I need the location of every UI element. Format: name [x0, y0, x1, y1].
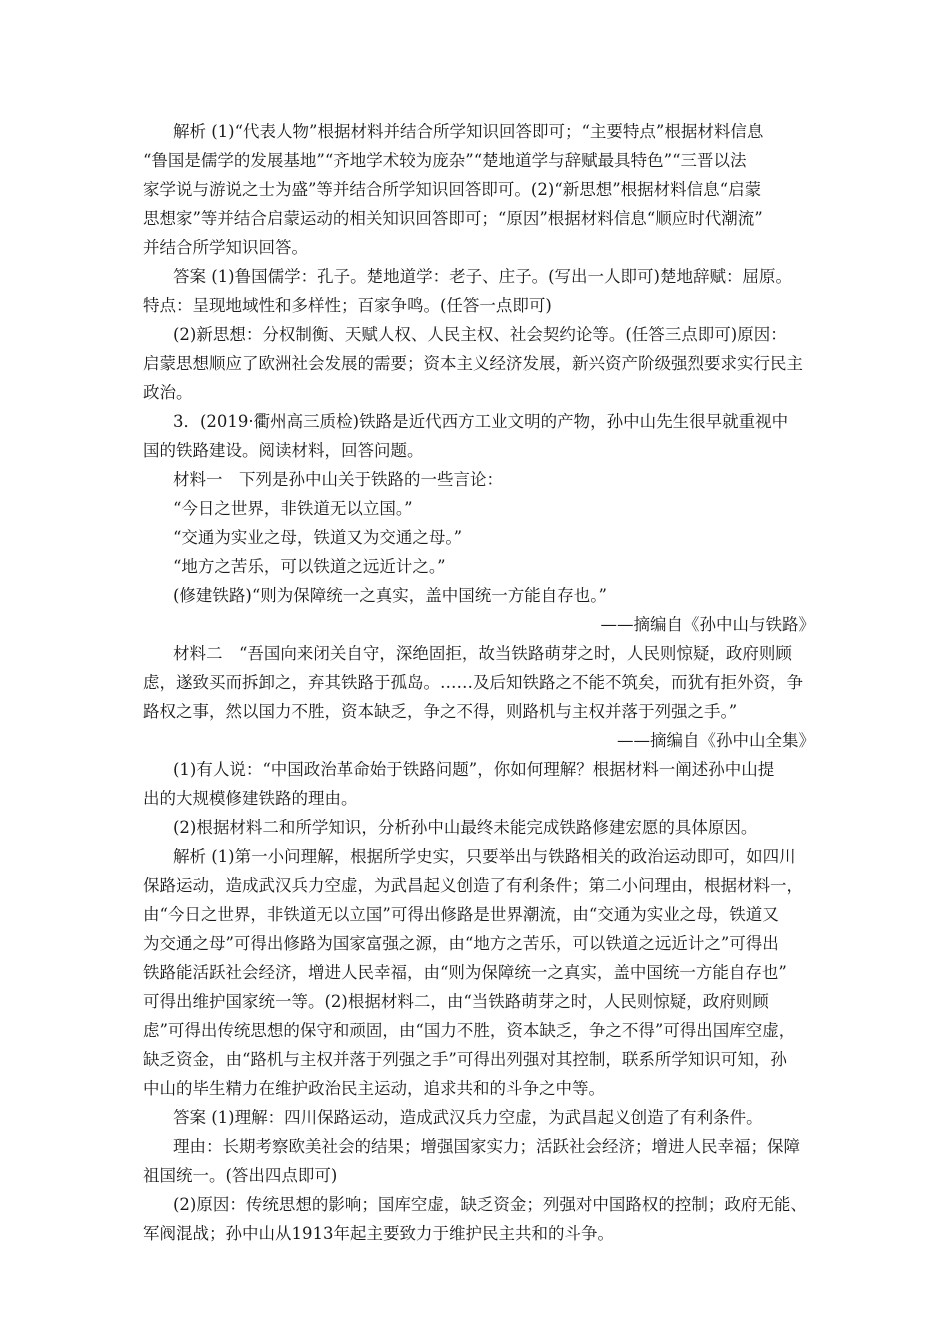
- text-line: (修建铁路)“则为保障统一之真实，盖中国统一方能自存也。”: [173, 586, 607, 605]
- text-line: 材料二 “吾国向来闭关自守，深绝固拒，故当铁路萌芽之时，人民则惊疑，政府则顾: [173, 644, 792, 663]
- text-line: 理由：长期考察欧美社会的结果；增强国家实力；活跃社会经济；增进人民幸福；保障: [173, 1137, 800, 1156]
- text-line: 解析 (1)第一小问理解，根据所学史实，只要举出与铁路相关的政治运动即可，如四川: [173, 847, 796, 866]
- text-line: 并结合所学知识回答。: [143, 238, 308, 257]
- text-line: 铁路能活跃社会经济，增进人民幸福，由“则为保障统一之真实，盖中国统一方能自存也”: [143, 963, 787, 982]
- text-line: 中山的毕生精力在维护政治民主运动，追求共和的斗争之中等。: [143, 1079, 605, 1098]
- text-line: 路权之事，然以国力不胜，资本缺乏，争之不得，则路机与主权并落于列强之手。”: [143, 702, 738, 721]
- text-line: 虑”可得出传统思想的保守和顽固，由“国力不胜，资本缺乏，争之不得”可得出国库空虚，: [143, 1021, 796, 1040]
- text-line: 答案 (1)鲁国儒学：孔子。楚地道学：老子、庄子。(写出一人即可)楚地辞赋：屈原。: [173, 267, 792, 286]
- text-line: 政治。: [143, 383, 193, 402]
- text-line: 虑，遂致买而拆卸之，弃其铁路于孤岛。……及后知铁路之不能不筑矣，而犹有拒外资，争: [143, 673, 803, 692]
- text-line: 启蒙思想顺应了欧洲社会发展的需要；资本主义经济发展，新兴资产阶级强烈要求实行民主: [143, 354, 803, 373]
- text-line: (2)根据材料二和所学知识，分析孙中山最终未能完成铁路修建宏愿的具体原因。: [173, 818, 758, 837]
- text-line: (1)有人说：“中国政治革命始于铁路问题”，你如何理解？根据材料一阐述孙中山提: [173, 760, 775, 779]
- text-line: 解析 (1)“代表人物”根据材料并结合所学知识回答即可；“主要特点”根据材料信息: [173, 122, 764, 141]
- text-line: “今日之世界，非铁道无以立国。”: [173, 499, 413, 518]
- text-line: 家学说与游说之士为盛”等并结合所学知识回答即可。(2)“新思想”根据材料信息“启蒙: [143, 180, 762, 199]
- text-line: 祖国统一。(答出四点即可): [143, 1166, 338, 1185]
- text-line: “交通为实业之母，铁道又为交通之母。”: [173, 528, 463, 547]
- text-line: (2)新思想：分权制衡、天赋人权、人民主权、社会契约论等。(任答三点即可)原因：: [173, 325, 787, 344]
- text-line: 国的铁路建设。阅读材料，回答问题。: [143, 441, 424, 460]
- text-line: 缺乏资金，由“路机与主权并落于列强之手”可得出列强对其控制，联系所学知识可知，孙: [143, 1050, 787, 1069]
- text-line: (2)原因：传统思想的影响；国库空虚，缺乏资金；列强对中国路权的控制；政府无能、: [173, 1195, 807, 1214]
- text-line: 可得出维护国家统一等。(2)根据材料二，由“当铁路萌芽之时，人民则惊疑，政府则顾: [143, 992, 769, 1011]
- text-line: 材料一 下列是孙中山关于铁路的一些言论：: [173, 470, 503, 489]
- text-line: “地方之苦乐，可以铁道之远近计之。”: [173, 557, 446, 576]
- text-line: “鲁国是儒学的发展基地”“齐地学术较为庞杂”“楚地道学与辞赋最具特色”“三晋以法: [143, 151, 747, 170]
- text-line: 保路运动，造成武汉兵力空虚，为武昌起义创造了有利条件；第二小问理由，根据材料一，: [143, 876, 803, 895]
- source-attribution: ——摘编自《孙中山与铁路》: [600, 615, 815, 634]
- text-line: 答案 (1)理解：四川保路运动，造成武汉兵力空虚，为武昌起义创造了有利条件。: [173, 1108, 763, 1127]
- text-line: 由“今日之世界，非铁道无以立国”可得出修路是世界潮流，由“交通为实业之母，铁道又: [143, 905, 779, 924]
- text-line: 出的大规模修建铁路的理由。: [143, 789, 358, 808]
- text-line: 思想家”等并结合启蒙运动的相关知识回答即可；“原因”根据材料信息“顺应时代潮流”: [143, 209, 763, 228]
- text-line: 为交通之母”可得出修路为国家富强之源，由“地方之苦乐，可以铁道之远近计之”可得出: [143, 934, 779, 953]
- text-line: 特点：呈现地域性和多样性；百家争鸣。(任答一点即可): [143, 296, 552, 315]
- text-line: 军阀混战；孙中山从1913年起主要致力于维护民主共和的斗争。: [143, 1224, 614, 1243]
- source-attribution: ——摘编自《孙中山全集》: [617, 731, 815, 750]
- text-line: 3．(2019·衢州高三质检)铁路是近代西方工业文明的产物，孙中山先生很早就重视中: [173, 412, 789, 431]
